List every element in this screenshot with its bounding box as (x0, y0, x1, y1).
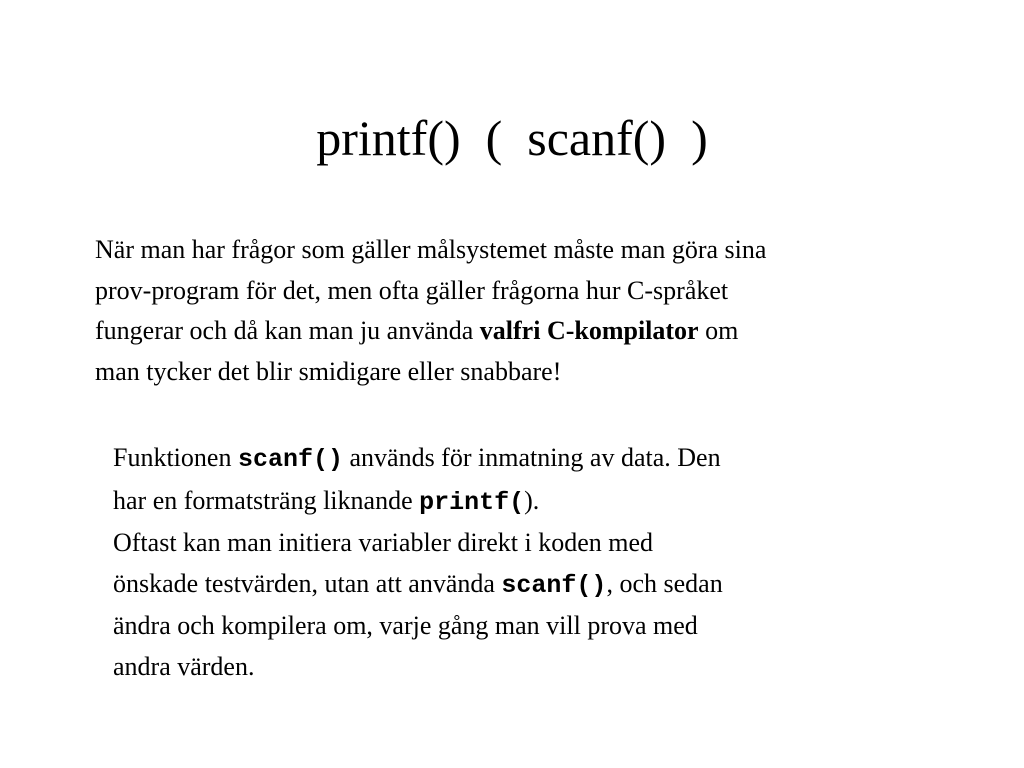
scanf-line-5: ändra och kompilera om, varje gång man vill prova med (113, 611, 698, 640)
scanf-line-3: Oftast kan man initiera variabler direkt i koden med (113, 528, 654, 557)
scanf-line-2-text: har en formatsträng liknande (113, 485, 420, 515)
scanf-line-4-text: önskade testvärden, utan att använda (113, 568, 502, 598)
scanf-line-2-tail: ). (524, 485, 540, 515)
scanf-line-1-text: Funktionen (113, 443, 238, 472)
scanf-code-2: scanf() (501, 570, 607, 600)
intro-line-3 (95, 311, 995, 352)
compiler-emphasis: valfri C-kompilator (479, 316, 699, 345)
scanf-line-1-tail: används för inmatning av data. Den (342, 443, 721, 472)
scanf-line-4 (113, 564, 953, 607)
scanf-line-4-tail: , och sedan (606, 568, 723, 598)
scanf-line-2 (113, 481, 953, 524)
scanf-line-1 (113, 438, 953, 481)
printf-code: printf( (419, 487, 525, 517)
scanf-code: scanf() (237, 445, 343, 474)
slide-title: printf() ( scanf() ) (316, 110, 708, 166)
scanf-line-6: andra värden. (113, 651, 255, 681)
intro-line-3-text: fungerar och då kan man ju använda (95, 316, 480, 345)
intro-line-2: prov-program för det, men ofta gäller frågorna hur C-språket (95, 275, 729, 305)
intro-line-1: När man har frågor som gäller målsystemet måste man göra sina (95, 235, 767, 264)
intro-paragraph (95, 230, 995, 392)
intro-line-3-tail: om (698, 316, 739, 345)
scanf-paragraph (113, 438, 953, 687)
intro-line-4: man tycker det blir smidigare eller snabbare! (95, 356, 562, 386)
